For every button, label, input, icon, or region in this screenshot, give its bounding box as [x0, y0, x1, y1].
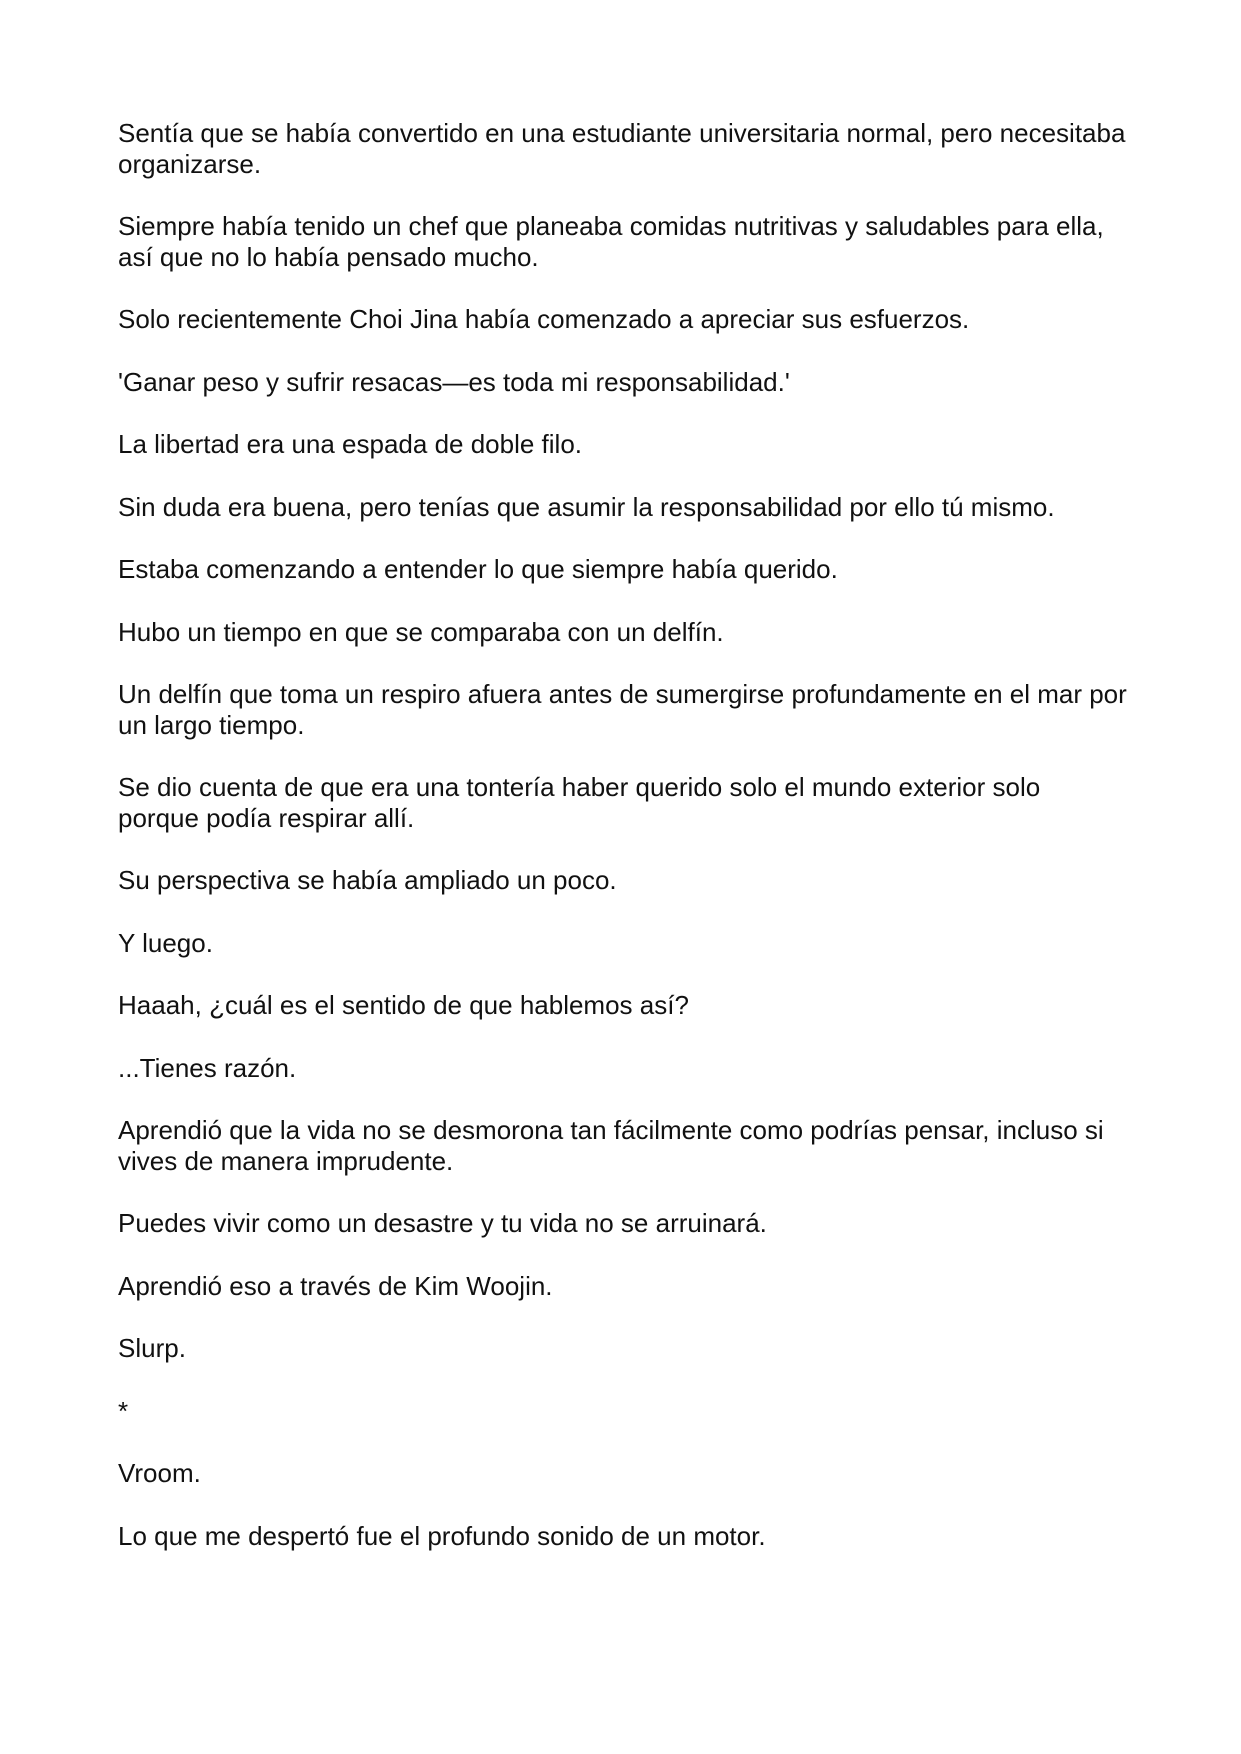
paragraph: Hubo un tiempo en que se comparaba con un delfín.: [118, 616, 724, 647]
paragraph: Su perspectiva se había ampliado un poco.: [118, 865, 617, 895]
scene-break-asterisk: *: [118, 1395, 129, 1426]
paragraph: Puedes vivir como un desastre y tu vida no se arruinará.: [118, 1208, 767, 1238]
paragraph: Y luego.: [118, 927, 213, 958]
paragraph: Haaah, ¿cuál es el sentido de que hablemos así?: [118, 990, 689, 1020]
paragraph: Solo recientemente Choi Jina había comenzado a apreciar sus esfuerzos.: [118, 304, 970, 334]
paragraph: La libertad era una espada de doble filo.: [118, 429, 583, 459]
paragraph: Vroom.: [118, 1458, 201, 1488]
paragraph: Sentía que se había convertido en una estudiante universitaria normal, pero necesitaba organizarse.: [118, 118, 1126, 179]
paragraph: ...Tienes razón.: [118, 1052, 297, 1083]
paragraph: Estaba comenzando a entender lo que siempre había querido.: [118, 554, 838, 584]
paragraph: Sin duda era buena, pero tenías que asumir la responsabilidad por ello tú mismo.: [118, 491, 1055, 522]
paragraph: 'Ganar peso y sufrir resacas—es toda mi responsabilidad.': [118, 366, 790, 397]
paragraph: Un delfín que toma un respiro afuera antes de sumergirse profundamente en el mar por un largo tiempo.: [118, 679, 1127, 740]
paragraph: Aprendió que la vida no se desmorona tan fácilmente como podrías pensar, incluso si vives de manera imprudente.: [118, 1115, 1104, 1176]
paragraph: Aprendió eso a través de Kim Woojin.: [118, 1270, 553, 1301]
document-body: [118, 118, 1128, 1583]
paragraph: Siempre había tenido un chef que planeaba comidas nutritivas y saludables para ella, así que no lo había pensado mucho.: [118, 211, 1104, 272]
paragraph: Lo que me despertó fue el profundo sonido de un motor.: [118, 1520, 766, 1551]
paragraph: Slurp.: [118, 1333, 186, 1363]
paragraph: Se dio cuenta de que era una tontería haber querido solo el mundo exterior solo porque podía respirar allí.: [118, 772, 1041, 833]
